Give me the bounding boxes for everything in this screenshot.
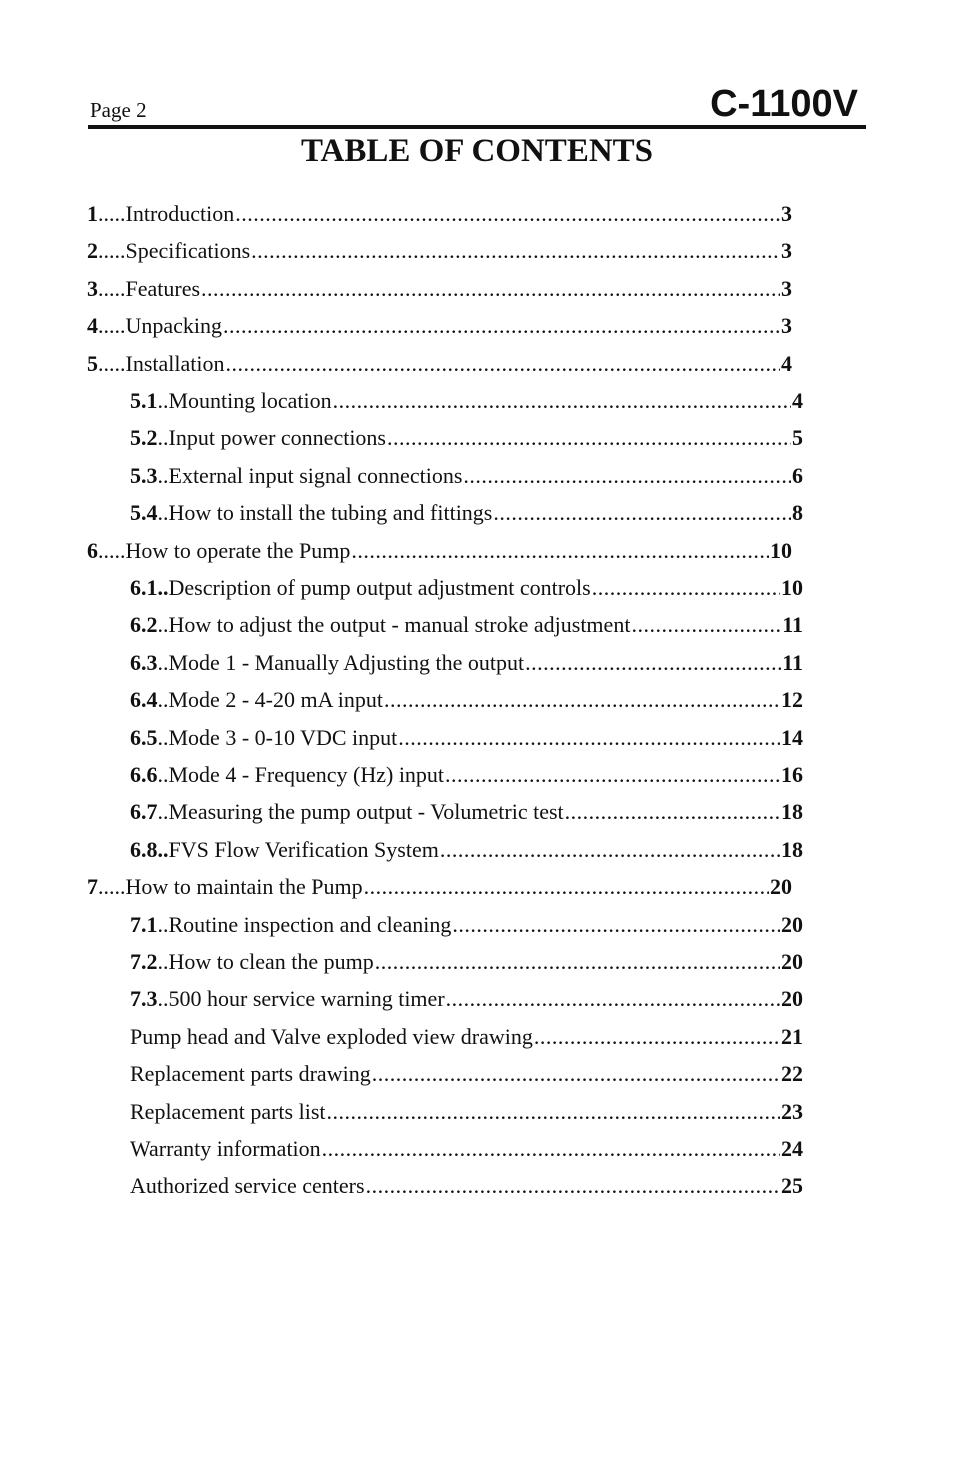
toc-entry-number: 7.2 [130,949,158,974]
toc-entry-separator: ..... [98,537,126,563]
toc-entry-number: 6.2 [130,612,158,638]
toc-title: TABLE OF CONTENTS [300,133,654,169]
toc-entry-number: 1 [87,201,98,226]
toc-entry-number: 6.6 [130,762,158,787]
toc-entry-number: 6.7 [130,799,158,825]
toc-entry-number: 6 [87,537,98,563]
toc-dot-leader [565,793,780,830]
toc-dot-leader [440,831,780,868]
toc-entry-separator: .. [157,949,169,974]
toc-entry-number: 6.8.. [130,836,169,862]
toc-entry [130,569,803,606]
toc-entry-page: 10 [781,575,803,600]
toc-entry [130,793,803,830]
toc-dot-leader [445,756,780,793]
toc-entry [87,532,792,569]
toc-dot-leader [387,419,791,456]
toc-entry-number: 5.1 [130,388,158,413]
toc-entry-page: 22 [781,1061,803,1087]
toc-entry-title: FVS Flow Verification System [168,836,439,862]
toc-dot-leader [223,307,780,344]
toc-entry-title: How to install the tubing and fittings [168,500,493,526]
toc-dot-leader [235,195,780,232]
toc-entry-title: Mode 1 - Manually Adjusting the output [168,649,525,675]
toc-dot-leader [372,1055,780,1092]
toc-dot-leader [525,644,781,681]
toc-entry-number: 3 [87,275,98,301]
toc-entry-number: 6.4 [130,687,158,713]
toc-entry-title: Replacement parts drawing [130,1061,371,1087]
toc-entry-page: 3 [781,275,792,301]
toc-entry [87,345,792,382]
toc-entry-title: Pump head and Valve exploded view drawing [130,1023,533,1049]
toc-dot-leader [201,270,780,307]
toc-entry-separator: ..... [98,350,126,376]
toc-entry-separator: ..... [98,874,126,900]
toc-entry-separator: .. [157,724,169,750]
toc-entry-separator: ..... [98,275,126,301]
toc-entry-title: 500 hour service warning timer [168,986,445,1012]
toc-entry-page: 5 [792,425,803,451]
toc-entry-page: 3 [781,313,792,339]
toc-entry-separator: ..... [98,201,126,226]
toc-entry-title: How to adjust the output - manual stroke adjustment [168,612,631,638]
toc-entry [130,756,803,793]
toc-entry [87,270,792,307]
toc-entry-title: Routine inspection and cleaning [168,911,452,937]
toc-entry-title: Specifications [125,238,251,264]
toc-entry-title: External input signal connections [168,462,463,488]
toc-entry-page: 3 [781,238,792,264]
toc-entry-separator: .. [157,500,169,526]
toc-dot-leader [251,232,780,269]
toc-entry-number: 4 [87,313,98,339]
toc-entry [130,719,803,756]
toc-entry-title: Authorized service centers [130,1173,365,1199]
toc-entry-page: 20 [770,874,792,900]
toc-dot-leader [322,1130,780,1167]
toc-entry-page: 20 [781,949,803,974]
toc-dot-leader [631,606,781,643]
toc-entry-title: Features [125,275,201,301]
toc-entry-number: 6.5 [130,724,158,750]
toc-entry [130,1055,803,1092]
toc-dot-leader [351,532,769,569]
toc-entry-number: 7.1 [130,911,158,937]
toc-entry [130,644,803,681]
toc-entry-page: 16 [781,762,803,787]
toc-entry [87,307,792,344]
header-rule [88,125,866,129]
toc-entry-number: 7.3 [130,986,158,1012]
toc-entry [87,232,792,269]
toc-entry-title: Unpacking [125,313,223,339]
toc-dot-leader [366,1167,780,1204]
toc-entry-separator: .. [157,911,169,937]
toc-entry-page: 14 [781,724,803,750]
toc-entry-separator: .. [157,425,169,451]
toc-entry-title: Input power connections [168,425,386,451]
toc-entry-title: Warranty information [130,1136,321,1161]
toc-dot-leader [493,494,791,531]
toc-entry [130,494,803,531]
toc-dot-leader [333,382,791,419]
toc-dot-leader [225,345,780,382]
toc-entry [130,831,803,868]
toc-entry-page: 18 [781,799,803,825]
toc-entry [130,1093,803,1130]
toc-entry-page: 18 [781,836,803,862]
toc-entry-page: 10 [770,537,792,563]
toc-dot-leader [592,569,780,606]
toc-entry-page: 6 [792,462,803,488]
toc-entry-page: 23 [781,1098,803,1124]
toc-entry-number: 5 [87,350,98,376]
toc-entry-page: 3 [781,201,792,226]
toc-entry [130,980,803,1017]
toc-entry-separator: ..... [98,238,126,264]
toc-entry [130,457,803,494]
toc-entry-number: 5.4 [130,500,158,526]
toc-entry [130,681,803,718]
toc-entry-page: 12 [781,687,803,713]
toc-entry-separator: .. [157,462,169,488]
toc-entry-page: 20 [781,986,803,1012]
toc-entry-title: How to operate the Pump [125,537,351,563]
toc-dot-leader [327,1093,781,1130]
toc-entry-number: 2 [87,238,98,264]
toc-entry-number: 5.2 [130,425,158,451]
toc-entry-separator: .. [157,612,169,638]
toc-entry [130,943,803,980]
toc-entry-separator: .. [157,799,169,825]
toc-entry-number: 5.3 [130,462,158,488]
toc-dot-leader [384,681,780,718]
toc-entry [130,382,803,419]
toc-entry-title: Replacement parts list [130,1098,326,1124]
toc-entry-title: Mounting location [168,388,332,413]
toc-dot-leader [452,906,780,943]
toc-entry-title: Measuring the pump output - Volumetric test [168,799,564,825]
page-header [88,80,866,130]
toc-entry-separator: .. [157,649,169,675]
toc-entry-number: 7 [87,874,98,900]
toc-entry-title: Introduction [125,201,235,226]
toc-entry-page: 25 [781,1173,803,1199]
toc-entry-page: 20 [781,911,803,937]
toc-entry [87,868,792,905]
toc-entry-page: 4 [792,388,803,413]
toc-entry-separator: .. [157,986,169,1012]
toc-entry-separator: .. [157,388,169,413]
toc-entry [130,1167,803,1204]
toc-entry-separator: ..... [98,313,126,339]
toc-entry [130,906,803,943]
toc-entry-title: Description of pump output adjustment controls [168,575,591,600]
toc-entry-title: How to clean the pump [168,949,374,974]
toc-entry-separator: .. [157,687,169,713]
toc-dot-leader [463,457,791,494]
toc-entry-title: How to maintain the Pump [125,874,363,900]
toc-dot-leader [446,980,780,1017]
toc-entry-title: Installation [125,350,225,376]
toc-entry-number: 6.1.. [130,575,169,600]
toc-dot-leader [398,719,780,756]
toc-entry-page: 8 [792,500,803,526]
toc-entry-page: 21 [781,1023,803,1049]
toc-entry-title: Mode 3 - 0-10 VDC input [168,724,398,750]
toc-entry-separator: .. [157,762,169,787]
toc-entry-page: 24 [781,1136,803,1161]
toc-entry [130,1018,803,1055]
toc-dot-leader [375,943,780,980]
toc-entry-title: Mode 2 - 4-20 mA input [168,687,383,713]
toc-entry-page: 4 [781,350,792,376]
toc-entry [130,606,803,643]
toc-entry-page: 11 [782,612,803,638]
toc-entry-page: 11 [782,649,803,675]
page-number-label: Page 2 [90,98,147,122]
toc-entry-title: Mode 4 - Frequency (Hz) input [168,762,445,787]
model-name: C-1100V [710,83,858,125]
toc-entry [130,1130,803,1167]
toc-dot-leader [534,1018,780,1055]
toc-entry-number: 6.3 [130,649,158,675]
toc-entry [130,419,803,456]
toc-dot-leader [364,868,769,905]
toc-entry [87,195,792,232]
